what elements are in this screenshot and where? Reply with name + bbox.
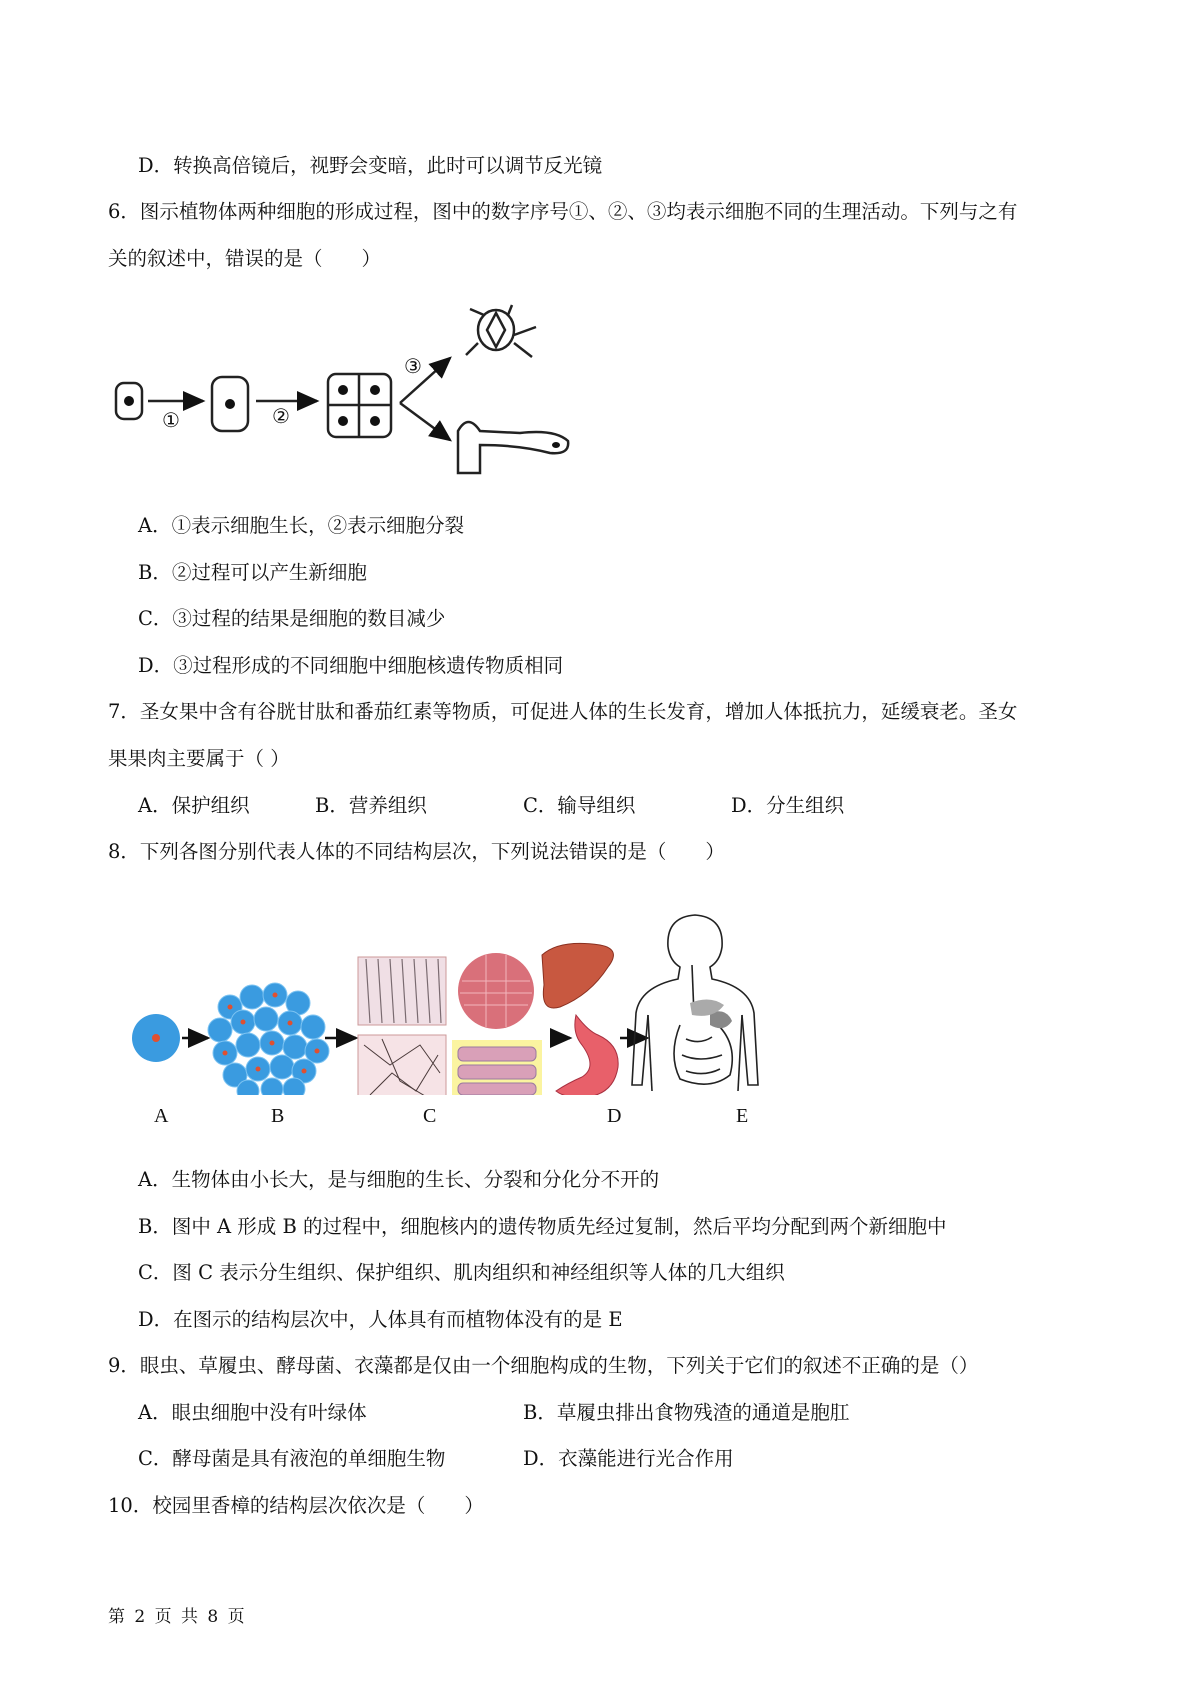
q8-label-c: C — [423, 1105, 437, 1127]
q8-structure-diagram — [120, 895, 830, 1095]
q7-option-c: C．输导组织 — [523, 794, 636, 817]
q7-stem-line1: 7．圣女果中含有谷胱甘肽和番茄红素等物质，可促进人体的生长发育，增加人体抵抗力，延缓衰老。圣女 — [108, 700, 1018, 723]
q9-stem: 9．眼虫、草履虫、酵母菌、衣藻都是仅由一个细胞构成的生物，下列关于它们的叙述不正确的是（） — [108, 1354, 979, 1377]
q8-option-a: A．生物体由小长大，是与细胞的生长、分裂和分化分不开的 — [138, 1168, 660, 1191]
q6-option-a: A．①表示细胞生长，②表示细胞分裂 — [138, 514, 465, 537]
q6-label-2: ② — [272, 404, 290, 428]
q7-stem-line2: 果果肉主要属于（ ） — [108, 747, 290, 770]
q6-stem-line2: 关的叙述中，错误的是（ ） — [108, 247, 382, 270]
q6-label-3: ③ — [404, 354, 422, 378]
q8-option-b: B．图中 A 形成 B 的过程中，细胞核内的遗传物质先经过复制，然后平均分配到两个新细胞中 — [138, 1215, 947, 1238]
q6-stem-line1: 6．图示植物体两种细胞的形成过程，图中的数字序号①、②、③均表示细胞不同的生理活动。下列与之有 — [108, 200, 1018, 223]
q9-option-d: D．衣藻能进行光合作用 — [523, 1447, 734, 1470]
q10-stem: 10．校园里香樟的结构层次依次是（ ） — [108, 1494, 484, 1517]
q9-option-b: B．草履虫排出食物残渣的通道是胞肛 — [523, 1401, 850, 1424]
q7-option-d: D．分生组织 — [731, 794, 845, 817]
q8-label-e: E — [736, 1105, 749, 1127]
page-footer: 第 2 页 共 8 页 — [108, 1607, 247, 1627]
q8-option-d: D．在图示的结构层次中，人体具有而植物体没有的是 E — [138, 1308, 623, 1331]
q6-option-c: C．③过程的结果是细胞的数目减少 — [138, 607, 446, 630]
q8-stem: 8．下列各图分别代表人体的不同结构层次，下列说法错误的是（ ） — [108, 840, 725, 863]
q8-label-d: D — [607, 1105, 622, 1127]
q6-cell-diagram — [100, 295, 600, 480]
q7-option-a: A．保护组织 — [138, 794, 250, 817]
q7-option-b: B．营养组织 — [315, 794, 427, 817]
q9-option-c: C．酵母菌是具有液泡的单细胞生物 — [138, 1447, 446, 1470]
q6-option-b: B．②过程可以产生新细胞 — [138, 561, 367, 584]
q6-option-d: D．③过程形成的不同细胞中细胞核遗传物质相同 — [138, 654, 564, 677]
q9-option-a: A．眼虫细胞中没有叶绿体 — [138, 1401, 367, 1424]
q5-option-d: D．转换高倍镜后，视野会变暗，此时可以调节反光镜 — [138, 154, 603, 177]
q8-label-b: B — [271, 1105, 285, 1127]
q8-option-c: C．图 C 表示分生组织、保护组织、肌肉组织和神经组织等人体的几大组织 — [138, 1261, 785, 1284]
q6-label-1: ① — [162, 408, 180, 432]
q8-label-a: A — [154, 1105, 169, 1127]
